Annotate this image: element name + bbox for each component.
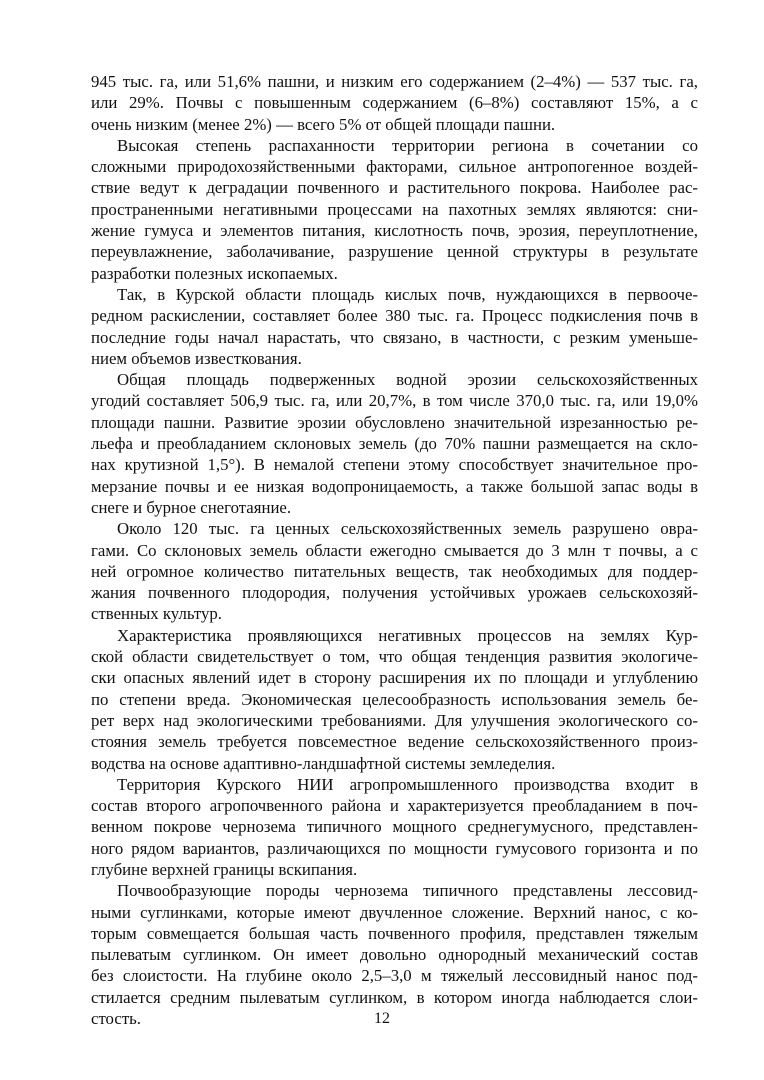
text-line: ской области свидетельствует о том, что общая тенденция развития экологиче- — [91, 647, 698, 667]
paragraph — [91, 625, 698, 774]
text-line: ски опасных явлений идет в сторону расширения их по площади и углублению — [91, 668, 698, 688]
body-text — [91, 71, 698, 1029]
page-number: 12 — [374, 1010, 390, 1027]
text-line: стость. — [91, 1009, 141, 1029]
text-line: ными суглинками, которые имеют двучленное сложение. Верхний нанос, с ко- — [91, 902, 698, 922]
text-line: рет верх над экологическими требованиями. Для улучшения экологического со- — [91, 710, 698, 730]
text-line: Почвообразующие породы чернозема типичного представлены лессовид- — [117, 881, 698, 901]
paragraph — [91, 774, 698, 880]
text-line: сложными природохозяйственными факторами, сильное антропогенное воздей- — [91, 157, 698, 177]
text-line: Характеристика проявляющихся негативных процессов на землях Кур- — [117, 625, 698, 645]
text-line: стилается средним пылеватым суглинком, в котором иногда наблюдается слои- — [91, 987, 698, 1007]
paragraph — [91, 284, 698, 369]
text-line: ней огромное количество питательных веществ, так необходимых для поддер- — [91, 561, 698, 581]
text-line: гами. Со склоновых земель области ежегодно смывается до 3 млн т почвы, а с — [91, 540, 698, 560]
text-line: глубине верхней границы вскипания. — [91, 859, 358, 879]
text-line: льефа и преобладанием склоновых земель (до 70% пашни размещается на скло- — [91, 434, 698, 454]
text-line: без слоистости. На глубине около 2,5–3,0 м тяжелый лессовидный нанос под- — [91, 966, 698, 986]
text-line: пространенными негативными процессами на пахотных землях являются: сни- — [91, 199, 698, 219]
paragraph — [91, 135, 698, 284]
text-line: редном раскислении, составляет более 380 тыс. га. Процесс подкисления почв в — [91, 306, 698, 326]
text-line: нах крутизной 1,5°). В немалой степени этому способствует значительное про- — [91, 455, 698, 475]
text-line: ствие ведут к деградации почвенного и растительного покрова. Наиболее рас- — [91, 178, 698, 198]
text-line: угодий составляет 506,9 тыс. га, или 20,7%, в том числе 370,0 тыс. га, или 19,0% — [91, 391, 698, 411]
paragraph — [91, 880, 698, 1029]
paragraph — [91, 71, 698, 135]
text-line: венном покрове чернозема типичного мощного среднегумусного, представлен- — [91, 817, 698, 837]
text-line: состав второго агропочвенного района и характеризуется преобладанием в поч- — [91, 796, 698, 816]
text-line: 945 тыс. га, или 51,6% пашни, и низким его содержанием (2–4%) — 537 тыс. га, — [91, 72, 698, 91]
text-line: Около 120 тыс. га ценных сельскохозяйственных земель разрушено овра- — [117, 519, 698, 539]
paragraph — [91, 518, 698, 624]
text-line: стояния земель требуется повсеместное ведение сельскохозяйственного произ- — [91, 732, 698, 752]
text-line: Территория Курского НИИ агропромышленного производства входит в — [117, 774, 698, 794]
text-line: Общая площадь подверженных водной эрозии сельскохозяйственных — [117, 370, 698, 390]
text-line: разработки полезных ископаемых. — [91, 263, 338, 283]
paragraph — [91, 369, 698, 518]
text-line: жания почвенного плодородия, получения устойчивых урожаев сельскохозяй- — [91, 583, 698, 603]
text-line: нием объемов известкования. — [91, 348, 302, 368]
text-line: переувлажнение, заболачивание, разрушение ценной структуры в результате — [91, 242, 698, 262]
text-line: снеге и бурное снеготаяние. — [91, 497, 292, 517]
text-line: очень низким (менее 2%) — всего 5% от общей площади пашни. — [91, 114, 556, 134]
text-line: торым совмещается большая часть почвенного профиля, представлен тяжелым — [91, 923, 698, 943]
text-line: Высокая степень распаханности территории региона в сочетании со — [117, 135, 698, 155]
text-line: пылеватым суглинком. Он имеет довольно однородный механический состав — [91, 945, 698, 965]
text-line: площади пашни. Развитие эрозии обусловлено значительной изрезанностью ре- — [91, 412, 698, 432]
text-line: жение гумуса и элементов питания, кислотность почв, эрозия, переуплотнение, — [91, 221, 698, 241]
text-line: последние годы начал нарастать, что связано, в частности, с резким уменьше- — [91, 327, 698, 347]
text-line: или 29%. Почвы с повышенным содержанием (6–8%) составляют 15%, а с — [91, 93, 698, 113]
text-line: водства на основе адаптивно-ландшафтной системы земледелия. — [91, 753, 556, 773]
text-line: ственных культур. — [91, 604, 222, 624]
text-line: ного рядом вариантов, различающихся по мощности гумусового горизонта и по — [91, 838, 698, 858]
text-line: по степени вреда. Экономическая целесообразность использования земель бе- — [91, 689, 698, 709]
text-line: Так, в Курской области площадь кислых почв, нуждающихся в первооче- — [117, 284, 698, 304]
text-line: мерзание почвы и ее низкая водопроницаемость, а также большой запас воды в — [91, 476, 698, 496]
